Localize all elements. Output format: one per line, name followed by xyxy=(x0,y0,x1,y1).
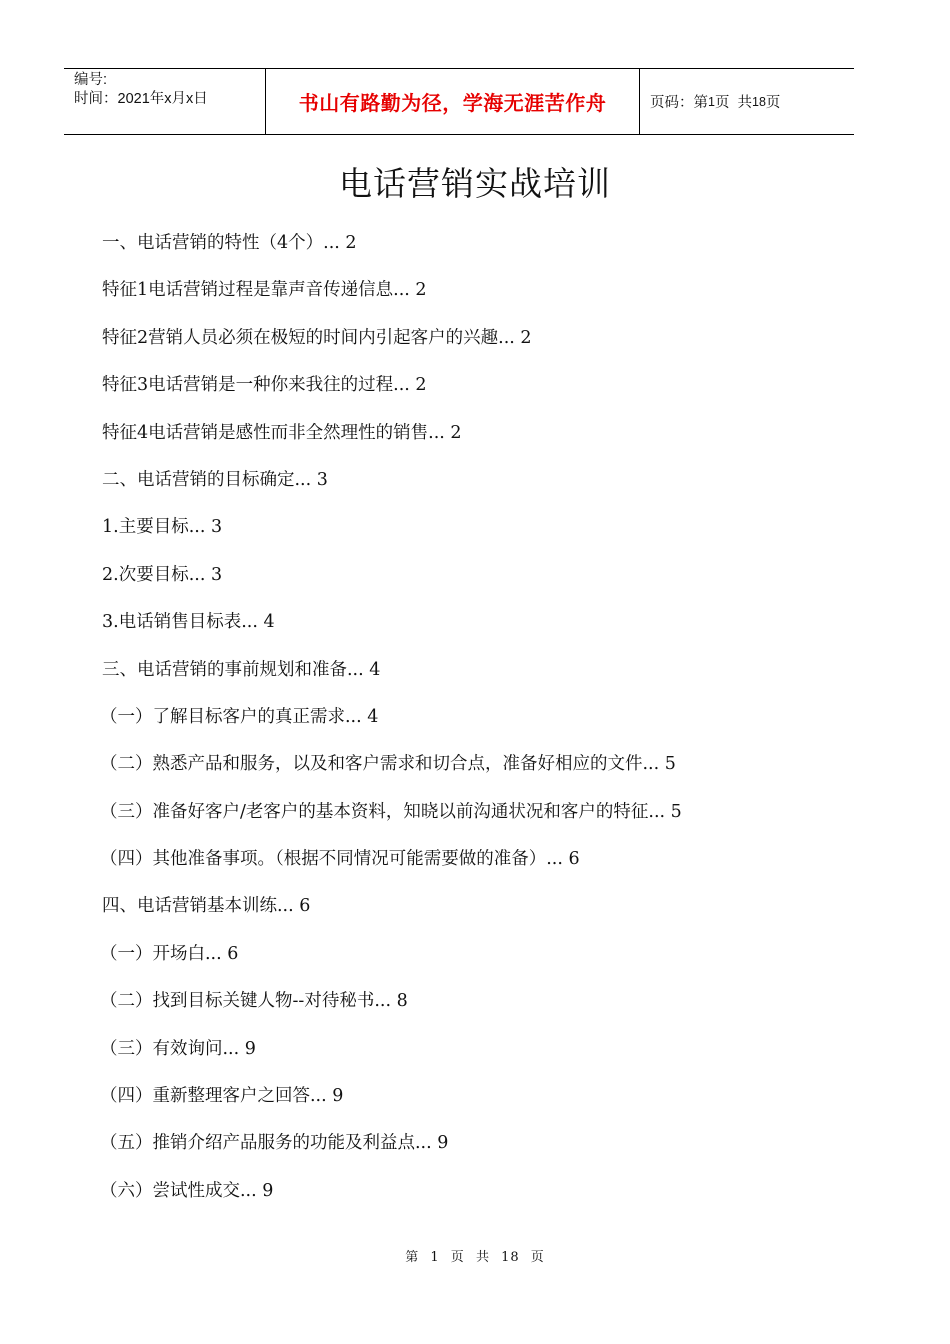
footer-text-ye-end: 页 xyxy=(530,1250,545,1265)
footer-text-gong: 共 xyxy=(475,1250,490,1265)
toc-item[interactable]: 特征3电话营销是一种你来我往的过程... 2 xyxy=(102,375,427,396)
toc-item[interactable]: 1.主要目标... 3 xyxy=(102,517,223,538)
toc-item[interactable]: 特征1电话营销过程是靠声音传递信息... 2 xyxy=(102,280,427,301)
header-page-cell xyxy=(640,69,854,134)
document-number-label: 编号: xyxy=(74,72,108,88)
document-title: 电话营销实战培训 xyxy=(339,164,611,203)
toc-item[interactable]: 特征2营销人员必须在极短的时间内引起客户的兴趣... 2 xyxy=(102,327,532,348)
toc-item[interactable]: （二）熟悉产品和服务，以及和客户需求和切合点，准备好相应的文件... 5 xyxy=(100,754,676,775)
toc-item[interactable]: （一）开场白... 6 xyxy=(100,943,239,964)
footer-total-pages: 18 xyxy=(501,1250,520,1265)
toc-item[interactable]: 二、电话营销的目标确定... 3 xyxy=(102,469,328,490)
table-of-contents xyxy=(102,226,862,1221)
header-motto: 书山有路勤为径，学海无涯苦作舟 xyxy=(298,93,607,115)
toc-item[interactable]: （三）准备好客户/老客户的基本资料，知晓以前沟通状况和客户的特征... 5 xyxy=(100,801,682,822)
page-label-prefix: 页码：第 xyxy=(650,95,708,111)
footer-text-di: 第 xyxy=(405,1250,420,1265)
page-label-mid: 页 共 xyxy=(714,95,753,111)
toc-item[interactable]: （四）重新整理客户之回答... 9 xyxy=(100,1086,344,1107)
document-header xyxy=(64,68,854,135)
toc-item[interactable]: 2.次要目标... 3 xyxy=(102,564,223,585)
toc-item[interactable]: （五）推销介绍产品服务的功能及利益点... 9 xyxy=(100,1133,449,1154)
header-motto-cell xyxy=(266,69,640,134)
page-label-suffix: 页 xyxy=(765,95,781,111)
toc-item[interactable]: （四）其他准备事项。（根据不同情况可能需要做的准备）... 6 xyxy=(100,849,580,870)
toc-item[interactable]: （一）了解目标客户的真正需求... 4 xyxy=(100,706,379,727)
page-total-number: 18 xyxy=(752,94,766,109)
page-footer xyxy=(0,1246,950,1265)
toc-item[interactable]: 三、电话营销的事前规划和准备... 4 xyxy=(102,659,381,680)
document-time-label: 时间：2021年x月x日 xyxy=(74,91,208,107)
toc-item[interactable]: 3.电话销售目标表... 4 xyxy=(102,612,275,633)
toc-item[interactable]: 特征4电话营销是感性而非全然理性的销售... 2 xyxy=(102,422,462,443)
toc-item[interactable]: 四、电话营销基本训练... 6 xyxy=(102,896,311,917)
toc-item[interactable]: 一、电话营销的特性（4个）... 2 xyxy=(102,233,357,253)
page-current-number: 1 xyxy=(708,94,715,109)
toc-item[interactable]: （六）尝试性成交... 9 xyxy=(100,1180,274,1201)
footer-current-page: 1 xyxy=(430,1250,440,1265)
header-meta-cell xyxy=(64,69,266,134)
toc-item[interactable]: （二）找到目标关键人物--对待秘书... 8 xyxy=(100,991,408,1012)
footer-text-ye: 页 xyxy=(450,1250,465,1265)
toc-item[interactable]: （三）有效询问... 9 xyxy=(100,1038,256,1059)
